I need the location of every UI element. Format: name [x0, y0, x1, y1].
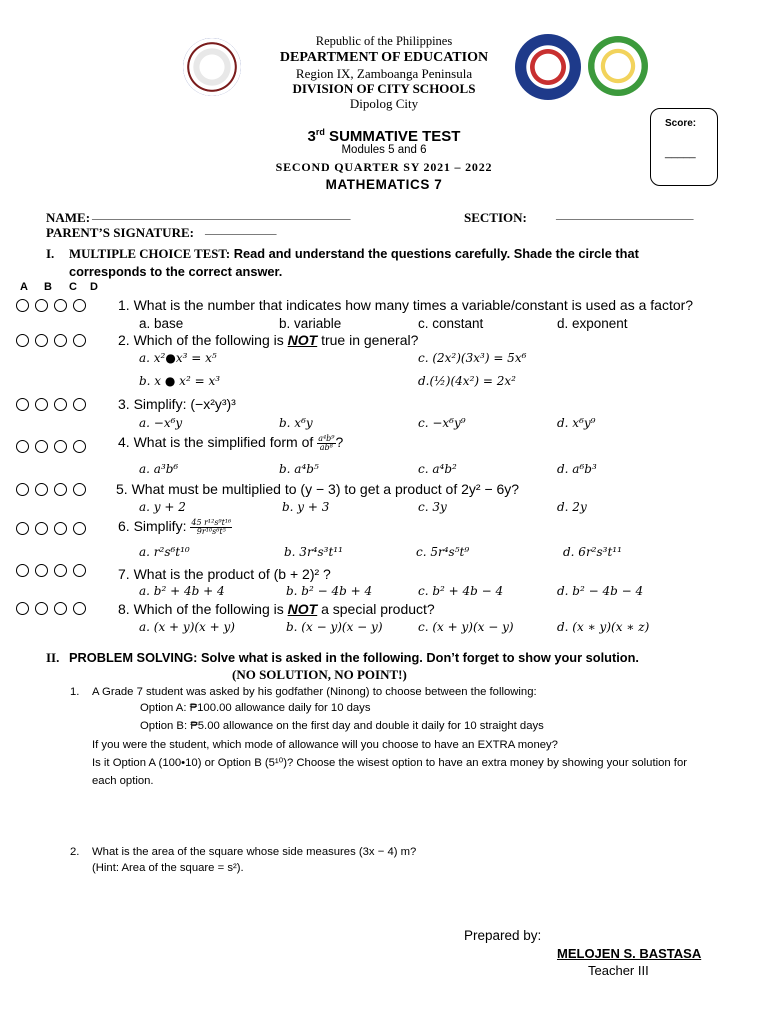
name-label: NAME:	[46, 210, 91, 225]
prepared-by-label: Prepared by:	[464, 928, 542, 943]
circle-d[interactable]	[73, 398, 86, 411]
circle-d[interactable]	[73, 483, 86, 496]
teacher-title: Teacher III	[588, 963, 649, 978]
problem1-option-b: Option B: ₱5.00 allowance on the first day and double it daily for 10 straight days	[140, 720, 544, 732]
q3-option-c: c. −x⁶y⁹	[418, 416, 466, 430]
city-text: Dipolog City	[349, 96, 419, 111]
q2-option-c: c. (2x²)(3x³) = 5x⁶	[418, 351, 527, 365]
q6-option-b: b. 3r⁴s³t¹¹	[284, 545, 343, 559]
q4-option-d: d. a⁶b³	[557, 462, 597, 476]
question-8: 8. Which of the following is NOT a special product?	[118, 601, 435, 617]
circle-c[interactable]	[54, 334, 67, 347]
answer-circles-q3[interactable]	[16, 398, 86, 411]
circle-d[interactable]	[73, 522, 86, 535]
circle-c[interactable]	[54, 522, 67, 535]
part2-heading: PROBLEM SOLVING: Solve what is asked in the following. Don’t forget to show your solution.	[69, 650, 639, 665]
q6-option-a: a. r²s⁶t¹⁰	[139, 545, 190, 559]
answer-circles-q4[interactable]	[16, 440, 86, 453]
circle-d[interactable]	[73, 602, 86, 615]
quarter-text: SECOND QUARTER SY 2021 – 2022	[275, 160, 493, 174]
problem1-number: 1.	[70, 686, 80, 698]
circle-a[interactable]	[16, 564, 29, 577]
q2-option-a: a. x²●x³ = x⁵	[139, 351, 217, 365]
circle-c[interactable]	[54, 602, 67, 615]
subject-text: MATHEMATICS 7	[325, 177, 443, 192]
q3-option-a: a. −x⁶y	[139, 416, 183, 430]
problem2-line2: (Hint: Area of the square = s²).	[92, 862, 244, 874]
circle-d[interactable]	[73, 440, 86, 453]
q4-option-c: c. a⁴b²	[418, 462, 457, 476]
part2-numeral: II.	[46, 650, 60, 665]
q1-option-d: d. exponent	[557, 316, 628, 331]
q5-option-b: b. y + 3	[282, 500, 330, 514]
q6-option-c: c. 5r⁴s⁵t⁹	[416, 545, 470, 559]
problem2-number: 2.	[70, 846, 80, 858]
answer-circles-q8[interactable]	[16, 602, 86, 615]
q4-option-b: b. a⁴b⁵	[279, 462, 319, 476]
problem1-line4: If you were the student, which mode of allowance will you choose to have an EXTRA money?	[92, 739, 558, 751]
section-field[interactable]: _________________________	[556, 209, 694, 221]
choice-letter-d: D	[90, 281, 98, 293]
circle-c[interactable]	[54, 398, 67, 411]
question-4: 4. What is the simplified form of $\frac{\text{a⁴b⁹}}{\text{ab⁸}}$ ?	[118, 433, 344, 452]
circle-a[interactable]	[16, 398, 29, 411]
circle-b[interactable]	[35, 398, 48, 411]
circle-d[interactable]	[73, 299, 86, 312]
problem2-line1: What is the area of the square whose side measures (3x − 4) m?	[92, 846, 417, 858]
problem1-line6: each option.	[92, 775, 154, 787]
choice-letter-b: B	[44, 281, 52, 293]
signature-field[interactable]: _____________	[205, 224, 277, 236]
circle-d[interactable]	[73, 334, 86, 347]
q2-option-b: b. x ● x² = x³	[139, 374, 221, 388]
circle-a[interactable]	[16, 602, 29, 615]
q1-option-a: a. base	[139, 316, 184, 331]
q2-option-d: d.(½)(4x²) = 2x²	[418, 374, 516, 388]
q5-option-d: d. 2y	[557, 500, 587, 514]
question-3: 3. Simplify: (−x²y³)³	[118, 396, 236, 412]
part2-heading-line2: (NO SOLUTION, NO POINT!)	[232, 667, 407, 682]
circle-a[interactable]	[16, 483, 29, 496]
question-7: 7. What is the product of (b + 2)² ?	[118, 566, 331, 582]
q7-option-c: c. b² + 4b − 4	[418, 584, 504, 598]
q7-option-a: a. b² + 4b + 4	[139, 584, 225, 598]
circle-b[interactable]	[35, 522, 48, 535]
score-box	[650, 108, 718, 186]
q6-fraction: $\frac{\text{45 r¹²s⁹t¹⁶}}{\text{9r¹⁰s⁶t⁵}}$	[191, 517, 232, 536]
question-5: 5. What must be multiplied to (y − 3) to get a product of 2y² − 6y?	[116, 481, 520, 497]
part1-numeral: I.	[46, 246, 55, 261]
problem1-option-a: Option A: ₱100.00 allowance daily for 10 days	[140, 702, 371, 714]
q7-option-b: b. b² − 4b + 4	[286, 584, 373, 598]
circle-b[interactable]	[35, 564, 48, 577]
q3-option-b: b. x⁶y	[279, 416, 313, 430]
circle-b[interactable]	[35, 334, 48, 347]
teacher-name: MELOJEN S. BASTASA	[557, 946, 702, 961]
problem1-line5: Is it Option A (100•10) or Option B (5¹⁰)? Choose the wisest option to have an extra money by showing your solution for	[92, 757, 687, 769]
republic-text: Republic of the Philippines	[315, 34, 453, 48]
answer-circles-q1[interactable]	[16, 299, 86, 312]
question-1: 1. What is the number that indicates how many times a variable/constant is used as a factor?	[118, 297, 694, 313]
section-label: SECTION:	[464, 210, 527, 225]
problem1-line1: A Grade 7 student was asked by his godfather (Ninong) to choose between the following:	[92, 686, 537, 698]
answer-circles-q5[interactable]	[16, 483, 86, 496]
q5-option-c: c. 3y	[418, 500, 447, 514]
name-field[interactable]: _______________________________________________	[92, 209, 351, 221]
circle-a[interactable]	[16, 299, 29, 312]
circle-d[interactable]	[73, 564, 86, 577]
score-label: Score:	[665, 118, 697, 129]
choice-letter-a: A	[20, 281, 28, 293]
part1-instructions-line2: corresponds to the correct answer.	[69, 264, 283, 279]
q6-option-d: d. 6r²s³t¹¹	[563, 545, 622, 559]
q1-option-b: b. variable	[279, 316, 342, 331]
question-6: 6. Simplify: $\frac{\text{45 r¹²s⁹t¹⁶}}{\text{9r¹⁰s⁶t⁵}}$	[118, 517, 232, 536]
circle-b[interactable]	[35, 602, 48, 615]
circle-c[interactable]	[54, 299, 67, 312]
region-text: Region IX, Zamboanga Peninsula	[295, 66, 473, 81]
q4-fraction: $\frac{\text{a⁴b⁹}}{\text{ab⁸}}$	[318, 433, 335, 452]
circle-a[interactable]	[16, 334, 29, 347]
test-title: 3rd SUMMATIVE TEST	[307, 127, 461, 145]
circle-a[interactable]	[16, 440, 29, 453]
circle-c[interactable]	[54, 440, 67, 453]
part1-heading: MULTIPLE CHOICE TEST: Read and understand the questions carefully. Shade the circle that	[69, 246, 639, 261]
q4-option-a: a. a³b⁶	[139, 462, 179, 476]
circle-a[interactable]	[16, 522, 29, 535]
q7-option-d: d. b² − 4b − 4	[557, 584, 644, 598]
q8-option-b: b. (x − y)(x − y)	[286, 620, 383, 634]
circle-b[interactable]	[35, 483, 48, 496]
q5-option-a: a. y + 2	[139, 500, 186, 514]
circle-c[interactable]	[54, 483, 67, 496]
signature-label: PARENT’S SIGNATURE:	[46, 225, 194, 240]
q8-option-c: c. (x + y)(x − y)	[418, 620, 514, 634]
q1-option-c: c. constant	[418, 316, 484, 331]
choice-letter-c: C	[69, 281, 77, 293]
q8-option-a: a. (x + y)(x + y)	[139, 620, 235, 634]
circle-c[interactable]	[54, 564, 67, 577]
answer-circles-q7[interactable]	[16, 564, 86, 577]
q3-option-d: d. x⁶y⁹	[557, 416, 596, 430]
question-2: 2. Which of the following is NOT true in general?	[118, 332, 419, 348]
answer-circles-q6[interactable]	[16, 522, 86, 535]
q8-option-d: d. (x ∗ y)(x ∗ z)	[557, 620, 650, 634]
circle-b[interactable]	[35, 299, 48, 312]
score-blank: _____	[665, 147, 696, 159]
circle-b[interactable]	[35, 440, 48, 453]
answer-circles-q2[interactable]	[16, 334, 86, 347]
division-text: DIVISION OF CITY SCHOOLS	[292, 81, 476, 96]
department-text: DEPARTMENT OF EDUCATION	[279, 50, 489, 65]
modules-text: Modules 5 and 6	[341, 144, 427, 156]
